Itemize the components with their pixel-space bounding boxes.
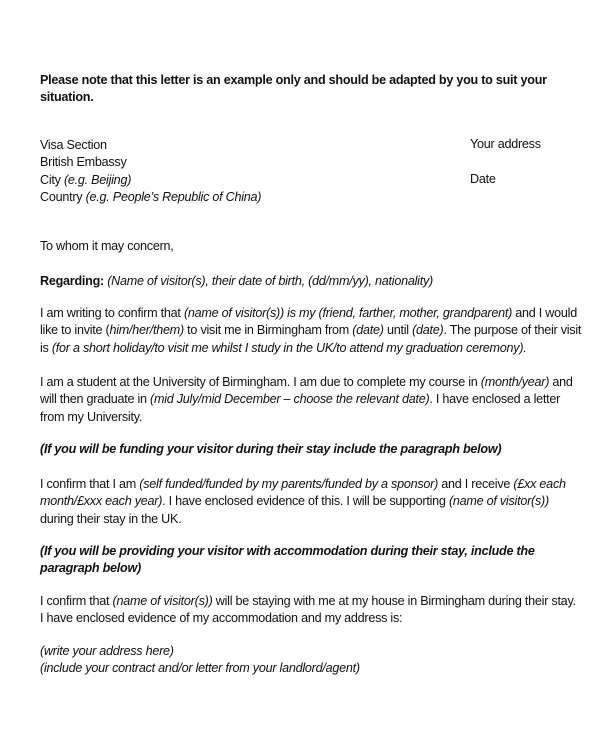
salutation (40, 238, 174, 255)
text-segment: (If you will be funding your visitor during their stay include the paragraph below) (40, 442, 502, 456)
text-segment: is (40, 340, 52, 355)
text-segment: I have enclosed evidence of my accommodation and my address is: (40, 611, 403, 626)
invitation-paragraph (40, 305, 581, 357)
text-segment: I confirm that (40, 594, 113, 608)
text-segment: and I would (512, 306, 577, 320)
text-segment: will then graduate in (40, 392, 151, 407)
text-segment: from my University. (40, 409, 143, 424)
text-segment: I am writing to confirm that (40, 306, 184, 320)
text-line (40, 72, 547, 89)
funding-instruction (40, 441, 501, 458)
disclaimer-note (40, 72, 547, 107)
your-address-label: Your address (470, 137, 541, 151)
accommodation-instruction (40, 543, 535, 578)
text-line (40, 560, 535, 577)
text-line (40, 493, 566, 510)
text-line (40, 593, 576, 610)
text-segment: (self funded/funded by my parents/funded by a sponsor) (139, 477, 439, 491)
text-line (40, 441, 501, 458)
text-line (40, 322, 581, 339)
text-segment: (name of visitor(s)) (448, 494, 549, 509)
text-segment: situation. (40, 90, 94, 105)
text-segment: (month/year) (480, 375, 550, 389)
text-line (40, 643, 360, 660)
text-segment: until (383, 323, 413, 338)
text-segment: . The purpose of their visit (443, 323, 582, 338)
text-segment: (mid July/mid December – choose the relevant date) (150, 392, 430, 407)
text-segment: and (549, 375, 573, 389)
text-line (40, 154, 261, 171)
text-segment: I confirm that I am (40, 477, 140, 491)
text-line (40, 511, 566, 528)
text-line (40, 273, 433, 290)
text-segment: and I receive (438, 477, 514, 491)
text-line (40, 543, 535, 560)
text-segment: to visit me in Birmingham from (183, 323, 353, 338)
text-line (40, 89, 547, 106)
text-segment: . I have enclosed a letter (429, 392, 561, 407)
text-segment: paragraph below) (40, 561, 141, 576)
text-line (40, 305, 581, 322)
text-segment: during their stay in the UK. (40, 511, 182, 526)
text-segment: (e.g. People’s Republic of China) (85, 189, 262, 204)
text-line (40, 391, 573, 408)
text-line (40, 238, 174, 255)
text-line (40, 340, 581, 357)
text-segment: I am a student at the University of Birmingham. I am due to complete my course in (40, 375, 481, 389)
text-segment: (date) (352, 323, 384, 338)
text-line (40, 172, 261, 189)
student-paragraph (40, 374, 573, 426)
text-segment: (for a short holiday/to visit me whilst I study in the UK/to attend my graduation ceremony). (51, 340, 527, 355)
recipient-address (40, 137, 261, 206)
funding-paragraph (40, 476, 566, 528)
text-segment: month/£xxx each year) (40, 494, 163, 509)
text-segment: like to invite ( (40, 323, 110, 338)
accommodation-paragraph (40, 593, 576, 628)
text-line (40, 610, 576, 627)
text-segment: Country (40, 189, 86, 204)
text-line (40, 374, 573, 391)
text-segment: (If you will be providing your visitor with accommodation during their stay, include the (40, 544, 535, 558)
text-segment: (name of visitor(s)) (112, 594, 213, 608)
text-segment: To whom it may concern, (40, 239, 174, 253)
text-line (40, 137, 261, 154)
address-placeholder (40, 643, 360, 678)
text-segment: (write your address here) (40, 644, 174, 658)
text-segment: him/her/them) (109, 323, 184, 338)
text-segment: (£xx each (513, 477, 566, 491)
text-segment: City (40, 172, 64, 187)
text-line (40, 660, 360, 677)
text-segment: will be staying with me at my house in Birmingham during their stay. (212, 594, 576, 608)
text-segment: Regarding: (40, 274, 104, 288)
text-segment: . I have enclosed evidence of this. I will be supporting (162, 494, 449, 509)
text-segment: (include your contract and/or letter from your landlord/agent) (40, 661, 360, 676)
text-segment: British Embassy (40, 155, 127, 170)
text-segment: Please note that this letter is an example only and should be adapted by you to suit your (40, 73, 547, 87)
text-segment: (e.g. Beijing) (63, 172, 132, 187)
regarding-line (40, 273, 433, 290)
text-segment: (name of visitor(s)) is my (friend, farther, mother, grandparent) (183, 306, 513, 320)
text-segment: (date) (412, 323, 444, 338)
text-line (40, 409, 573, 426)
text-line (40, 189, 261, 206)
text-line (40, 476, 566, 493)
date-label: Date (470, 172, 496, 186)
text-segment: Visa Section (40, 138, 107, 152)
text-segment: (Name of visitor(s), their date of birth, (dd/mm/yy), nationality) (103, 274, 433, 288)
